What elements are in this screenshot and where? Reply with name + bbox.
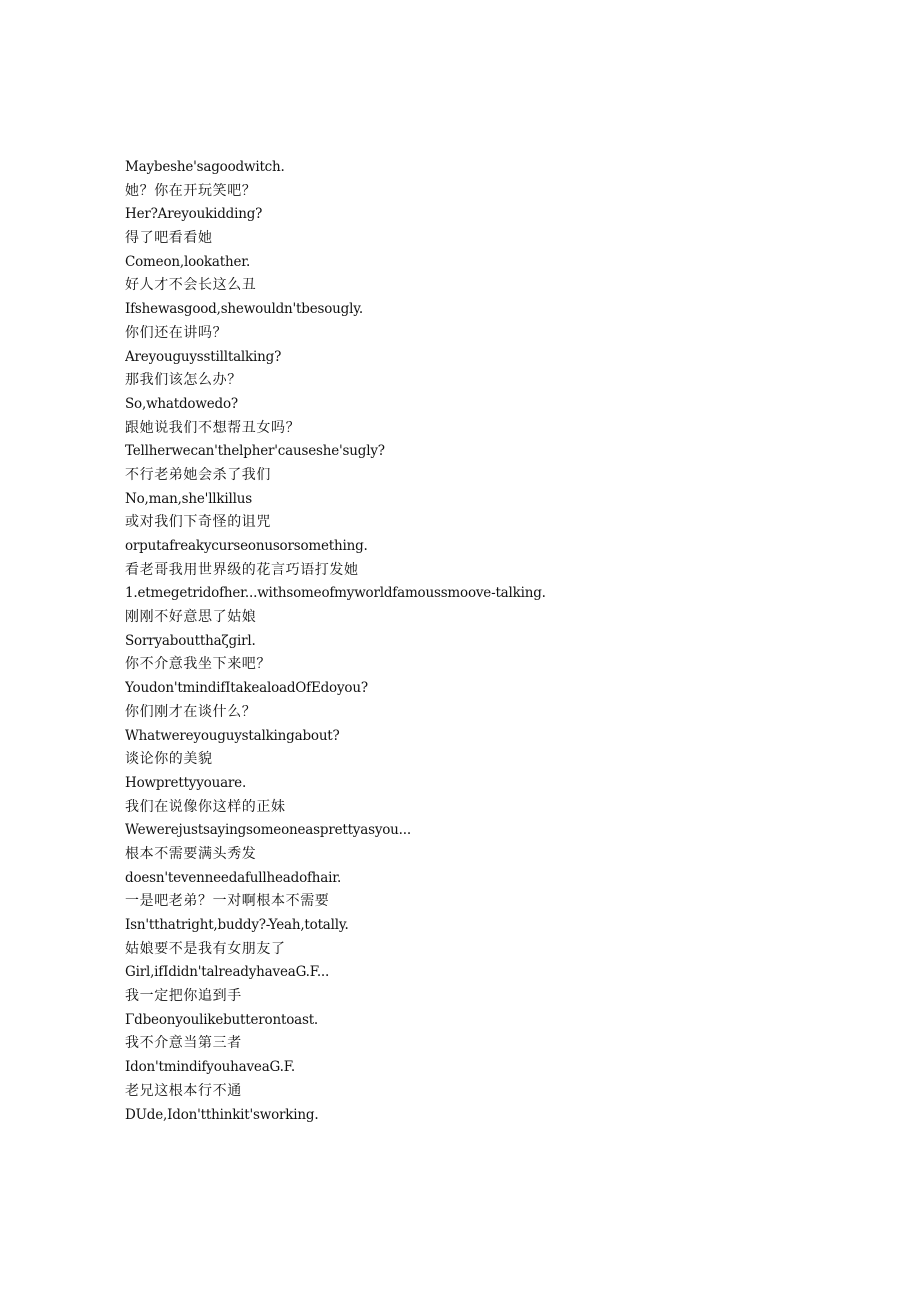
chinese-subtitle-line: 我一定把你追到手: [125, 988, 242, 1005]
english-subtitle-line: Whatwereyouguystalkingabout?: [125, 727, 340, 744]
english-subtitle-line: Tellherwecan'thelpher'causeshe'sugly?: [125, 443, 385, 460]
chinese-subtitle-line: 得了吧看看她: [125, 230, 213, 247]
english-subtitle-line: Isn'tthatright,buddy?-Yeah,totally.: [125, 917, 349, 933]
chinese-subtitle-line: 刚刚不好意思了姑娘: [125, 609, 257, 626]
english-subtitle-line: Her?Areyoukidding?: [125, 206, 263, 223]
english-subtitle-line: Ifshewasgood,shewouldn'tbesougly.: [125, 301, 363, 318]
english-subtitle-line: No,man,she'llkillus: [125, 490, 252, 507]
english-subtitle-line: Γdbeonyoulikebutterontoast.: [125, 1011, 319, 1028]
english-subtitle-line: Areyouguysstilltalking?: [125, 348, 282, 365]
english-subtitle-line: Howprettyyouare.: [125, 774, 247, 791]
chinese-subtitle-line: 看老哥我用世界级的花言巧语打发她: [125, 561, 359, 578]
transcript-lines: [125, 156, 885, 1127]
english-subtitle-line: Maybeshe'sagoodwitch.: [125, 159, 285, 175]
english-subtitle-line: doesn'tevenneedafullheadofhair.: [125, 869, 342, 886]
english-subtitle-line: Sorryaboutthaζgirl.: [125, 632, 256, 649]
english-subtitle-line: Wewerejustsayingsomeoneasprettyasyou...: [125, 822, 411, 839]
chinese-subtitle-line: 你们刚才在谈什么？: [125, 703, 257, 720]
english-subtitle-line: Idon'tmindifyouhaveaG.F.: [125, 1059, 295, 1076]
chinese-subtitle-line: 谈论你的美貌: [125, 751, 213, 768]
chinese-subtitle-line: 你们还在讲吗？: [125, 324, 228, 341]
english-subtitle-line: Girl,ifIdidn'talreadyhaveaG.F...: [125, 964, 330, 981]
english-subtitle-line: orputafreakycurseonusorsomething.: [125, 538, 368, 554]
chinese-subtitle-line: 或对我们下奇怪的诅咒: [125, 514, 271, 531]
english-subtitle-line: Comeon,lookather.: [125, 253, 251, 270]
chinese-subtitle-line: 跟她说我们不想帮丑女吗？: [125, 419, 301, 436]
english-subtitle-line: 1.etmegetridofher...withsomeofmyworldfamoussmoove-talking.: [125, 585, 546, 602]
chinese-subtitle-line: 老兄这根本行不通: [125, 1082, 242, 1099]
chinese-subtitle-line: 我们在说像你这样的正妹: [125, 798, 286, 815]
chinese-subtitle-line: 你不介意我坐下来吧？: [125, 656, 271, 673]
chinese-subtitle-line: 她？你在开玩笑吧？: [125, 182, 257, 199]
chinese-subtitle-line: 我不介意当第三者: [125, 1035, 242, 1052]
chinese-subtitle-line: 好人才不会长这么丑: [125, 277, 257, 294]
english-subtitle-line: So,whatdowedo?: [125, 395, 238, 412]
english-subtitle-line: DUde,Idon'tthinkit'sworking.: [125, 1106, 319, 1123]
chinese-subtitle-line: 姑娘要不是我有女朋友了: [125, 940, 286, 957]
chinese-subtitle-line: 那我们该怎么办？: [125, 372, 242, 389]
chinese-subtitle-line: 根本不需要满头秀发: [125, 845, 257, 862]
english-subtitle-line: Youdon'tmindifItakealoadOfEdoyou?: [125, 680, 368, 697]
chinese-subtitle-line: 不行老弟她会杀了我们: [125, 466, 271, 483]
chinese-subtitle-line: 一是吧老弟？一对啊根本不需要: [125, 893, 330, 910]
